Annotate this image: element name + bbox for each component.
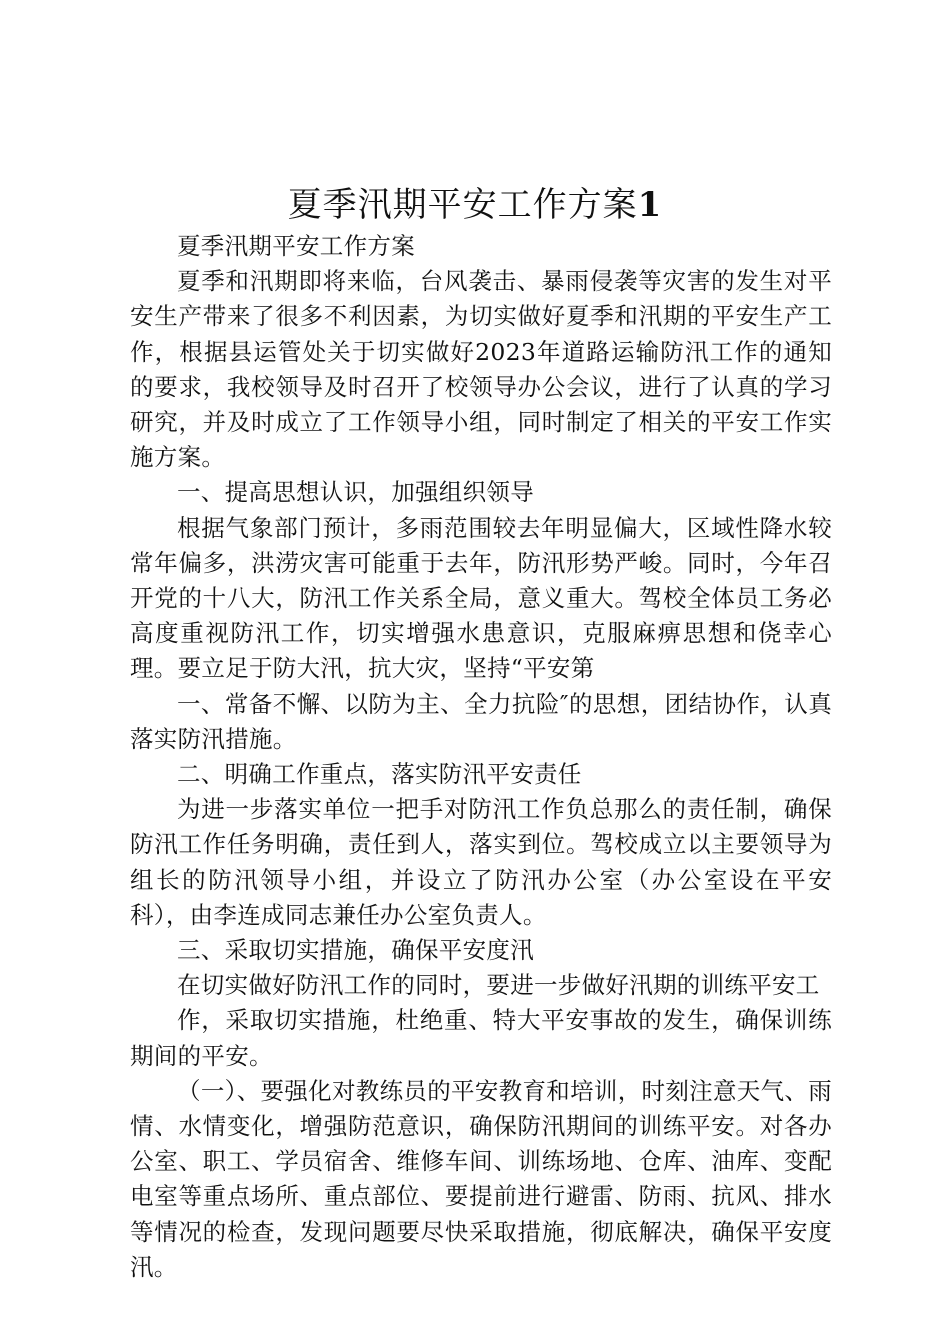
title-text: 夏季汛期平安工作方案 — [287, 185, 638, 225]
section-1-paragraph: 根据气象部门预计，多雨范围较去年明显偏大，区域性降水较常年偏多，洪涝灾害可能重于去年，防汛形势严峻。同时，今年召开党的十八大，防汛工作关系全局，意义重大。驾校全体员工务必高度重视防汛工作，切实增强水患意识，克服麻痹思想和侥幸心理。要立足于防大汛，抗大灾，坚持“平安第 — [130, 513, 832, 683]
section-3-paragraph: 在切实做好防汛工作的同时，要进一步做好汛期的训练平安工 — [177, 971, 820, 1000]
section-heading-2: 二、明确工作重点，落实防汛平安责任 — [177, 760, 582, 789]
section-heading-1: 一、提高思想认识，加强组织领导 — [177, 478, 534, 507]
section-2-paragraph: 为进一步落实单位一把手对防汛工作负总那么的责任制，确保防汛工作任务明确，责任到人，落实到位。驾校成立以主要领导为组长的防汛领导小组，并设立了防汛办公室（办公室设在平安科），由李连成同志兼任办公室负责人。 — [130, 795, 832, 929]
subsection-1-paragraph: （一）、要强化对教练员的平安教育和培训，时刻注意天气、雨情、水情变化，增强防范意识，确保防汛期间的训练平安。对各办公室、职工、学员宿舍、维修车间、训练场地、仓库、油库、变配电室等重点场所、重点部位、要提前进行避雷、防雨、抗风、排水等情况的检查，发现问题要尽快采取措施，彻底解决，确保平安度汛。 — [130, 1076, 832, 1281]
document-body — [130, 229, 832, 1285]
section-1-paragraph-continued: 一、常备不懈、以防为主、全力抗险″的思想，团结协作，认真落实防汛措施。 — [130, 689, 832, 753]
title-number: 1 — [637, 185, 663, 225]
section-3-paragraph-continued: 作，采取切实措施，杜绝重、特大平安事故的发生，确保训练期间的平安。 — [130, 1006, 832, 1070]
section-heading-3: 三、采取切实措施，确保平安度汛 — [177, 936, 534, 965]
subtitle-paragraph: 夏季汛期平安工作方案 — [177, 232, 415, 260]
document-title — [0, 180, 950, 230]
intro-paragraph: 夏季和汛期即将来临，台风袭击、暴雨侵袭等灾害的发生对平安生产带来了很多不利因素，为切实做好夏季和汛期的平安生产工作，根据县运管处关于切实做好2023年道路运输防汛工作的通知的要求，我校领导及时召开了校领导办公会议，进行了认真的学习研究，并及时成立了工作领导小组，同时制定了相关的平安工作实施方案。 — [130, 267, 832, 472]
